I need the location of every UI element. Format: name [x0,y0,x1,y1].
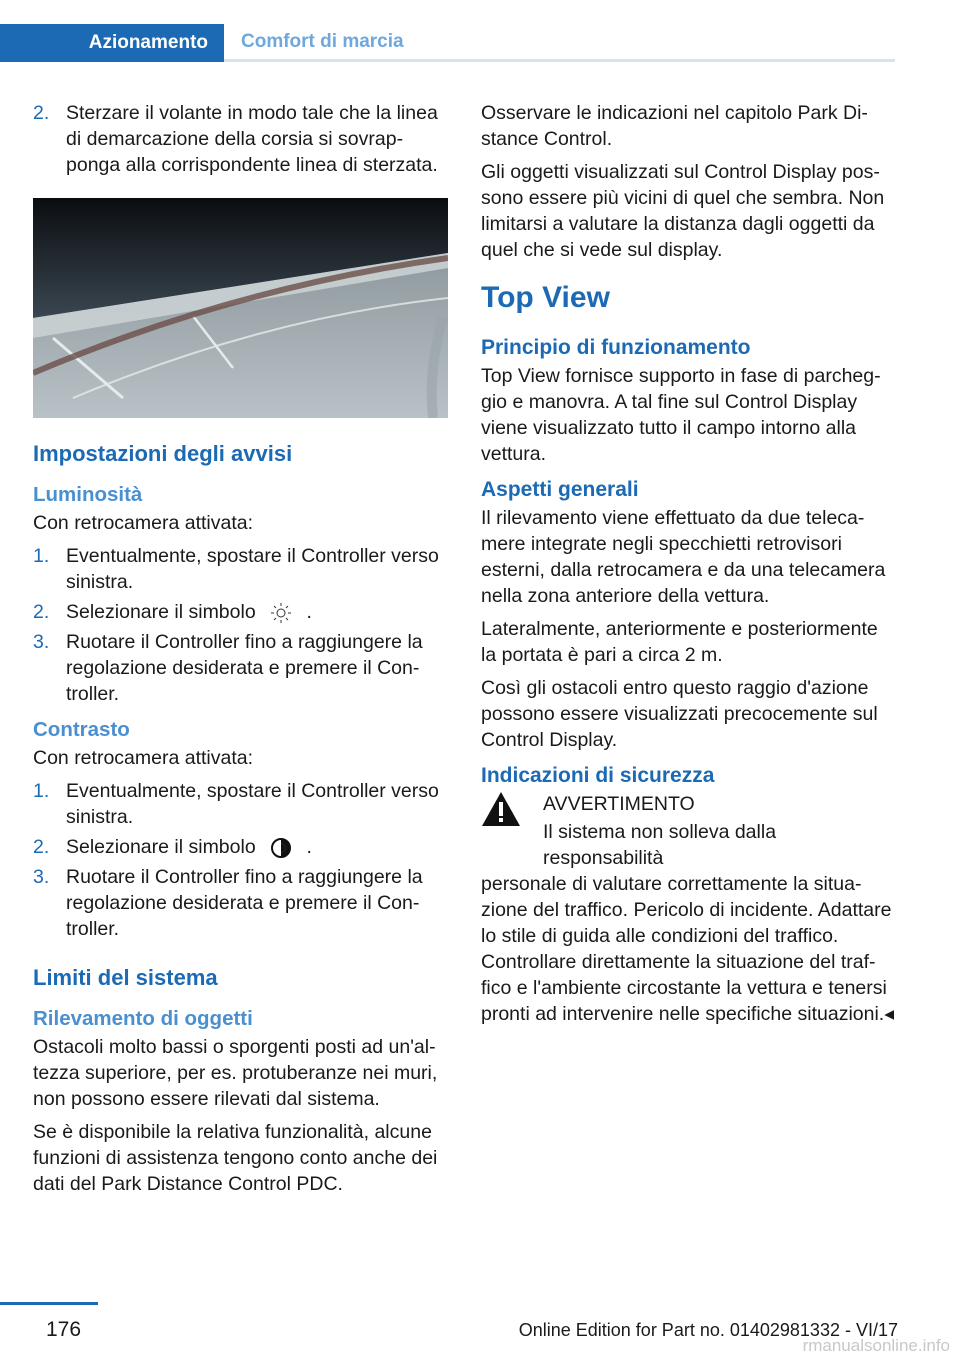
heading-contrast: Contrasto [33,718,130,741]
step-text: Eventualmente, spostare il Controller verso sinistra. [66,780,439,828]
warning-heading: AVVERTIMENTO [543,793,695,815]
step-text: Eventualmente, spostare il Controller verso sinistra. [66,545,439,593]
step-text-with-symbol [66,834,448,860]
list-item [33,864,448,942]
step-number: 3. [33,866,50,888]
object-detection-p1: Ostacoli molto bassi o sporgenti posti ad un'altezza superiore, per es. protuberanze nei muri, non possono essere rilevati dal sistema. [33,1036,438,1110]
step-text: Ruotare il Controller fino a raggiungere la regolazione desiderata e premere il Controller. [66,866,423,940]
step-text: Selezionare il simbolo [66,836,256,858]
general-p2: Lateralmente, anteriormente e posteriormente la portata è pari a circa 2 m. [481,618,878,666]
contrast-icon [269,836,293,860]
object-detection-p2: Se è disponibile la relativa funzionalità, alcune funzioni di assistenza tengono conto anche dei dati del Park Distance Control PDC. [33,1121,438,1195]
step-number: 1. [33,780,50,802]
heading-safety: Indicazioni di sicurezza [481,764,715,787]
warning-triangle-icon [481,791,521,827]
list-item [33,543,448,595]
heading-settings: Impostazioni degli avvisi [33,441,293,466]
step-list-steering [33,100,448,178]
list-item [33,834,448,860]
edition-note: Online Edition for Part no. 01402981332 - VI/17 [518,1320,898,1340]
list-item [33,778,448,830]
list-item [33,629,448,707]
warning-block [481,791,896,1027]
heading-system-limits: Limiti del sistema [33,965,218,990]
warning-first-line: Il sistema non solleva dalla responsabilità [543,821,777,869]
step-number: 2. [33,102,50,124]
left-column [33,100,448,1204]
step-number: 2. [33,836,50,858]
page-header [0,24,895,62]
heading-principle: Principio di funzionamento [481,336,751,359]
display-distance-note: Gli oggetti visualizzati sul Control Display possono essere più vicini di quel che sembra. Non limitarsi a valutare la distanza dagli oggetti da quel che si vede sul display. [481,161,885,261]
step-list-brightness [33,543,448,707]
list-item [33,599,448,625]
pdc-reference: Osservare le indicazioni nel capitolo Park Distance Control. [481,102,868,150]
principle-text: Top View fornisce supporto in fase di parcheggio e manovra. A tal fine sul Control Display viene visualizzato tutto il campo intorno alla vettura. [481,365,881,465]
step-number: 1. [33,545,50,567]
heading-general: Aspetti generali [481,478,639,501]
warning-text: personale di valutare correttamente la situazione del traffico. Pericolo di incidente. Adattare lo stile di guida alle condizioni del traffico. Controllare direttamente la situazione del traffico e l'ambiente circostante la vettura e tenersi pronti ad intervenire nelle specifiche situazioni.◂ [481,873,895,1025]
general-p3: Così gli ostacoli entro questo raggio d'azione possono essere visualizzati precocemente sul Control Display. [481,677,878,751]
heading-brightness: Luminosità [33,483,143,506]
list-item [33,100,448,178]
step-number: 2. [33,601,50,623]
brightness-sun-icon [269,601,293,625]
step-number: 3. [33,631,50,653]
step-text-with-symbol [66,599,448,625]
step-list-contrast [33,778,448,942]
contrast-intro: Con retrocamera attivata: [33,747,254,769]
right-column [481,100,896,1027]
tab-comfort-di-marcia[interactable]: Comfort di marcia [224,24,895,62]
page-number: 176 [46,1318,82,1341]
heading-object-detection: Rilevamento di oggetti [33,1007,253,1030]
step-tail: . [306,836,312,858]
heading-top-view: Top View [481,281,610,314]
step-text: Ruotare il Controller fino a raggiungere la regolazione desiderata e premere il Controller. [66,631,423,705]
footer-rule [0,1302,98,1305]
camera-view-image [33,198,448,418]
step-text: Selezionare il simbolo [66,601,256,623]
general-p1: Il rilevamento viene effettuato da due telecamere integrate negli specchietti retrovisori esterni, dalla retrocamera e da una telecamera nella zona anteriore della vettura. [481,507,886,607]
watermark: rmanualsonline.info [802,1336,950,1355]
tab-azionamento[interactable]: Azionamento [0,24,224,62]
step-text: Sterzare il volante in modo tale che la linea di demarcazione della corsia si sovrapponga alla corrispondente linea di sterzata. [66,102,438,176]
step-tail: . [306,601,312,623]
brightness-intro: Con retrocamera attivata: [33,512,254,534]
